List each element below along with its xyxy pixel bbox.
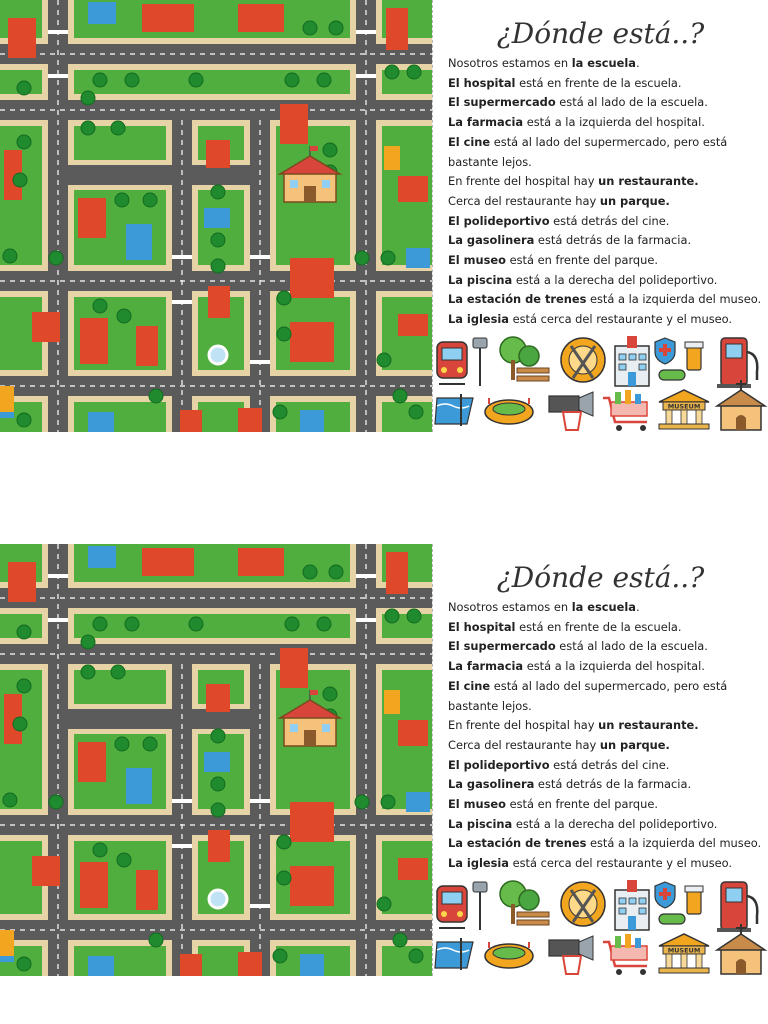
train-icon — [437, 882, 487, 930]
train-icon — [437, 338, 487, 386]
pharmacy-icon — [655, 882, 703, 924]
instruction-line: Cerca del restaurante hay un parque. — [448, 193, 670, 208]
park-icon — [500, 881, 549, 925]
instruction-line: La estación de trenes está a la izquierda del museo. — [448, 292, 762, 307]
worksheet-title: ¿Dónde está..? — [496, 17, 705, 50]
instruction-line: bastante lejos. — [448, 154, 532, 169]
instruction-line: La iglesia está cerca del restaurante y el museo. — [448, 856, 733, 871]
instruction-line: El supermercado está al lado de la escuela. — [448, 95, 708, 110]
town-map — [0, 0, 432, 432]
museum-sign: MUSEUM — [667, 946, 701, 955]
place-icons — [433, 876, 768, 976]
museum-icon — [659, 390, 709, 429]
gas-station-icon — [717, 338, 757, 388]
instruction-line: La gasolinera está detrás de la farmacia. — [448, 777, 692, 792]
instruction-line: La farmacia está a la izquierda del hospital. — [448, 115, 705, 130]
restaurant-icon — [561, 338, 605, 382]
town-map — [0, 544, 432, 976]
instruction-line: El polideportivo está detrás del cine. — [448, 213, 670, 228]
instructions-text — [448, 598, 766, 874]
instruction-line: La gasolinera está detrás de la farmacia. — [448, 233, 692, 248]
worksheet-title: ¿Dónde está..? — [496, 561, 705, 594]
instruction-line: El supermercado está al lado de la escuela. — [448, 639, 708, 654]
swimming-pool-icon — [435, 938, 473, 970]
instruction-line: En frente del hospital hay un restaurante. — [448, 718, 699, 733]
instruction-line: La piscina está a la derecha del polideportivo. — [448, 816, 718, 831]
gas-station-icon — [717, 882, 757, 932]
instruction-line: Nosotros estamos en la escuela. — [448, 600, 640, 614]
instructions-text — [448, 54, 766, 330]
worksheet-card-2 — [0, 544, 768, 976]
restaurant-icon — [561, 882, 605, 926]
park-icon — [500, 337, 549, 381]
instruction-line: El cine está al lado del supermercado, pero está — [448, 134, 728, 149]
instruction-line: La estación de trenes está a la izquierda del museo. — [448, 836, 762, 851]
instruction-line: Nosotros estamos en la escuela. — [448, 56, 640, 70]
stadium-icon — [485, 398, 533, 424]
instruction-line: Cerca del restaurante hay un parque. — [448, 737, 670, 752]
pharmacy-icon — [655, 338, 703, 380]
museum-icon — [659, 934, 709, 973]
supermarket-icon — [603, 934, 647, 975]
supermarket-icon — [603, 390, 647, 431]
cinema-icon — [549, 392, 593, 430]
instruction-line: La farmacia está a la izquierda del hospital. — [448, 659, 705, 674]
cinema-icon — [549, 936, 593, 974]
hospital-icon — [615, 880, 649, 930]
stadium-icon — [485, 942, 533, 968]
instruction-line: El museo está en frente del parque. — [448, 253, 659, 268]
instruction-line: El cine está al lado del supermercado, pero está — [448, 678, 728, 693]
instruction-line: bastante lejos. — [448, 698, 532, 713]
instruction-line: El hospital está en frente de la escuela. — [448, 619, 682, 634]
museum-sign: MUSEUM — [667, 402, 701, 411]
instruction-line: La iglesia está cerca del restaurante y el museo. — [448, 312, 733, 327]
worksheet-card-1 — [0, 0, 768, 432]
hospital-icon — [615, 336, 649, 386]
place-icons — [433, 332, 768, 432]
swimming-pool-icon — [435, 394, 473, 426]
instruction-line: La piscina está a la derecha del polideportivo. — [448, 272, 718, 287]
instruction-line: El museo está en frente del parque. — [448, 797, 659, 812]
instruction-line: En frente del hospital hay un restaurante. — [448, 174, 699, 189]
instruction-line: El hospital está en frente de la escuela. — [448, 75, 682, 90]
instruction-line: El polideportivo está detrás del cine. — [448, 757, 670, 772]
